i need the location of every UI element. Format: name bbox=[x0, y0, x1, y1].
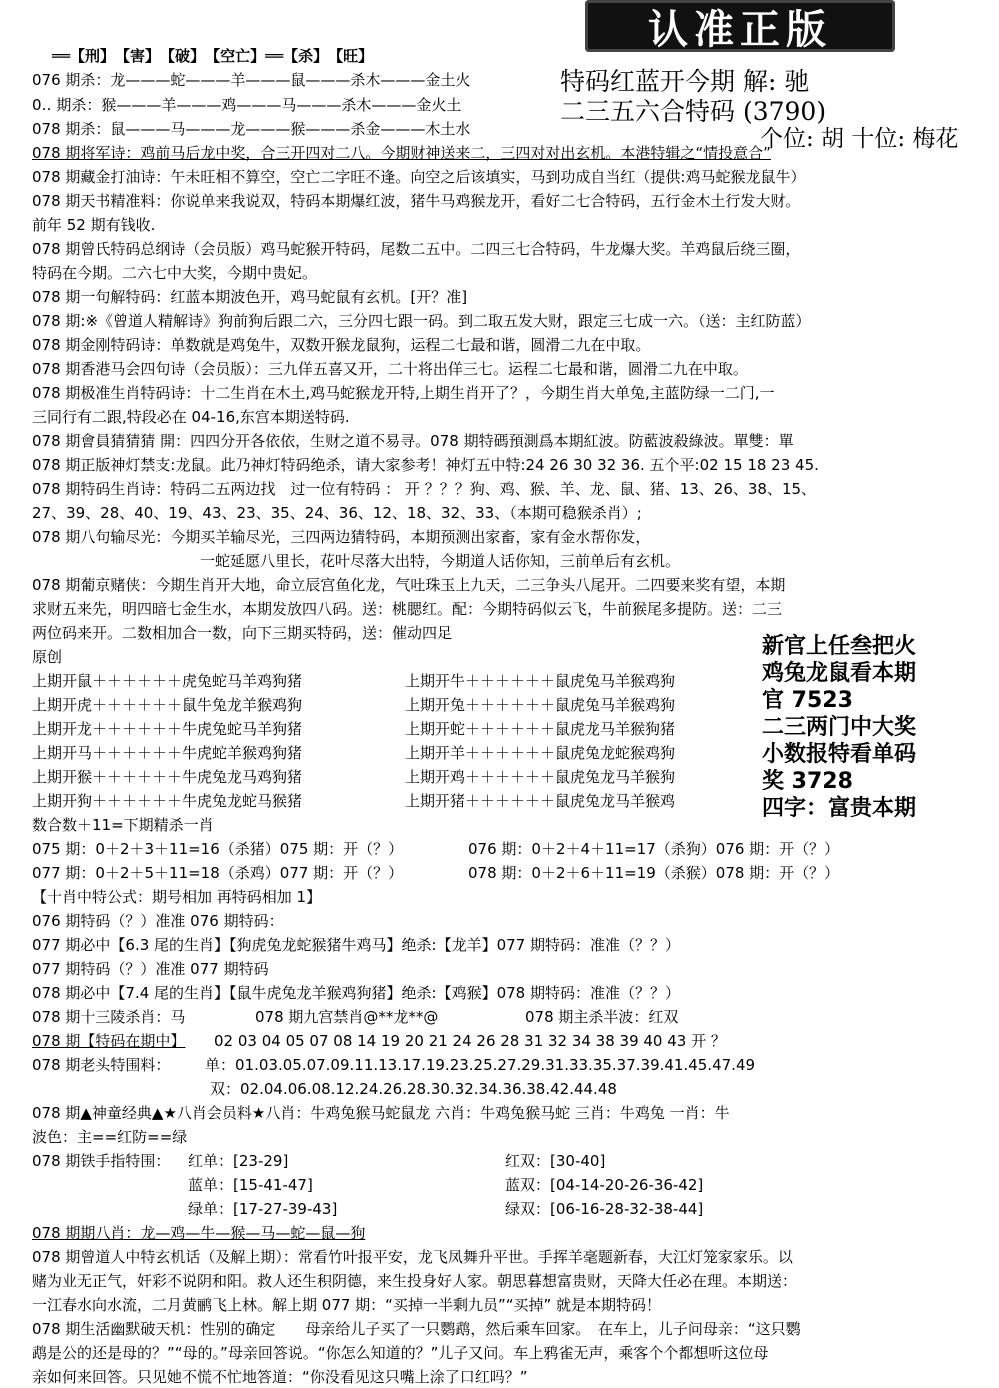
zaiqi-label: 078 期【特码在期中】 bbox=[32, 1032, 186, 1050]
text-line: 078 期极准生肖特码诗：十二生肖在木土,鸡马蛇猴龙开特,上期生肖开了？，今期生肖大单兔,主蓝防绿一二门,一 bbox=[32, 384, 775, 402]
logo-banner: 认准正版 bbox=[585, 0, 895, 52]
lanshuang: 蓝双：[04-14-20-26-36-42] bbox=[505, 1176, 704, 1194]
kill-line: 076 期杀：龙———蛇———羊———鼠———杀木———金土火 bbox=[32, 71, 471, 89]
side-box-line: 官 7523 bbox=[762, 688, 853, 713]
zaiqi-numbers: 02 03 04 05 07 08 14 19 20 21 24 26 28 31 32 34 38 39 40 43 开 ？ bbox=[214, 1032, 726, 1050]
grid-row-right: 上期开牛＋＋＋＋＋＋鼠虎兔马羊猴鸡狗 bbox=[405, 672, 676, 690]
tail-line: 078 期曾道人中特玄机话（及解上期）：常看竹叶报平安，龙飞凤舞升平世。手挥羊毫题新春，大江灯笼家家乐。以 bbox=[32, 1248, 793, 1266]
side-box-line: 新官上任叁把火 bbox=[762, 634, 917, 659]
grid-row-left: 上期开龙＋＋＋＋＋＋牛虎兔蛇马羊狗猪 bbox=[32, 720, 303, 738]
grid-row-right: 上期开兔＋＋＋＋＋＋鼠虎兔马羊猴鸡狗 bbox=[405, 696, 676, 714]
tieshou-label: 078 期铁手指特围： bbox=[32, 1152, 171, 1170]
grid-row-left: 上期开马＋＋＋＋＋＋牛虎蛇羊猴鸡狗猪 bbox=[32, 744, 303, 762]
sum-row: 078 期：0＋2＋6＋11=19（杀猴）078 期：开（？） bbox=[468, 864, 840, 882]
header-row: ══【刑】 【害】 【破】 【空亡】══【杀】 【旺】 bbox=[52, 47, 374, 65]
shenzhong-line: 078 期▲神童经典▲★八肖会员料★八肖：牛鸡兔猴马蛇鼠龙 六肖：牛鸡兔猴马蛇 三肖：牛鸡兔 一肖：牛 bbox=[32, 1104, 730, 1122]
hongdan: 红单：[23-29] bbox=[188, 1152, 289, 1170]
lvdan: 绿单：[17-27-39-43] bbox=[188, 1200, 338, 1218]
side-box-line: 鸡兔龙鼠看本期 bbox=[762, 661, 917, 686]
sum-row: 077 期：0＋2＋5＋11=18（杀鸡）077 期：开（？） bbox=[32, 864, 404, 882]
banbo-line: 078 期主杀半波：红双 bbox=[525, 1008, 679, 1026]
text-line: 078 期将军诗：鸡前马后龙中奖，合三开四对二八。今期财神送来二，三四对对出玄机。本港特辑之“情投意合” bbox=[32, 144, 771, 162]
tail-line: 赌为业无正气，奸彩不说阴和阳。救人还生积阴德，来生投身好人家。朝思暮想富贵财，天降大任必在理。本期送： bbox=[32, 1272, 798, 1290]
laotou-label: 078 期老头特围料： bbox=[32, 1056, 171, 1074]
text-line: 三同行有二跟,特段必在 04-16,东宫本期送特码. bbox=[32, 408, 350, 426]
text-line: 078 期:※《曾道人精解诗》狗前狗后跟二六，三分四七跟一码。到二取五发大财，跟定三七成一六。（送：主红防蓝） bbox=[32, 312, 811, 330]
handwritten-note: 二三五六合特码 (3790) bbox=[560, 97, 827, 126]
text-line: 27、39、28、40、19、43、23、35、24、36、12、18、32、33、（本期可稳猴杀肖）; bbox=[32, 504, 642, 522]
text-line: 078 期金刚特码诗：单数就是鸡兔牛，双数开猴龙鼠狗，运程二七最和谐，圆滑二九在中取。 bbox=[32, 336, 651, 354]
text-line: 求财五来先，明四暗七金生水，本期发放四八码。送：桃腮红。配：今期特码似云飞，牛前猴尾多提防。送：二三 bbox=[32, 600, 783, 618]
grid-row-left: 上期开鼠＋＋＋＋＋＋虎兔蛇马羊鸡狗猪 bbox=[32, 672, 303, 690]
text-line: 特码在今期。二六七中大奖，今期中贵妃。 bbox=[32, 264, 318, 282]
grid-row-left: 上期开猴＋＋＋＋＋＋牛虎兔龙马鸡狗猪 bbox=[32, 768, 303, 786]
grid-row-left: 上期开虎＋＋＋＋＋＋鼠牛兔龙羊猴鸡狗 bbox=[32, 696, 303, 714]
laotou-shuang: 双：02.04.06.08.12.24.26.28.30.32.34.36.38.42.44.48 bbox=[210, 1080, 617, 1098]
shisanling-line: 078 期十三陵杀肖：马 bbox=[32, 1008, 186, 1026]
tail-line: 078 期生活幽默破天机：性别的确定 母亲给儿子买了一只鹦鹉，然后乘车回家。 在车上，儿子问母亲：“这只鹦 bbox=[32, 1320, 801, 1338]
laotou-dan: 单：01.03.05.07.09.11.13.17.19.23.25.27.29.31.33.35.37.39.41.45.47.49 bbox=[205, 1056, 756, 1074]
baxiao-line: 078 期期八肖：龙—鸡—牛—猴—马—蛇—鼠—狗 bbox=[32, 1224, 366, 1242]
boshe-line: 波色：主==红防==绿 bbox=[32, 1128, 188, 1146]
handwritten-note: 个位: 胡 十位: 梅花 bbox=[760, 126, 959, 152]
sum-title: 数合数＋11=下期精杀一肖 bbox=[32, 816, 214, 834]
formula-line: 076 期特码（？）准准 076 期特码： bbox=[32, 912, 284, 930]
side-box-line: 四字：富贵本期 bbox=[762, 796, 917, 821]
text-line: 078 期八句输尽光：今期买羊输尽光，三四两边猜特码，本期预测出家畜，家有金水帮你发， bbox=[32, 528, 651, 546]
text-line: 078 期藏金打油诗：午未旺相不算空，空亡二字旺不逢。向空之后该填实，马到功成自当红（提供:鸡马蛇猴龙鼠牛） bbox=[32, 168, 806, 186]
lvshuang: 绿双：[06-16-28-32-38-44] bbox=[505, 1200, 704, 1218]
formula-line: 077 期特码（？）准准 077 期特码 bbox=[32, 960, 269, 978]
grid-row-left: 上期开狗＋＋＋＋＋＋牛虎兔龙蛇马猴猪 bbox=[32, 792, 303, 810]
text-line: 078 期會員猜猜猜 開：四四分开各依依，生财之道不易寻。078 期特碼預測爲本期紅波。防藍波殺綠波。單雙：單 bbox=[32, 432, 794, 450]
side-box-line: 奖 3728 bbox=[762, 769, 853, 794]
text-line: 078 期正版神灯禁支:龙鼠。此乃神灯特码绝杀，请大家参考！神灯五中特:24 26 30 32 36. 五个平:02 15 18 23 45. bbox=[32, 456, 819, 474]
grid-row-right: 上期开鸡＋＋＋＋＋＋鼠虎兔龙马羊猴狗 bbox=[405, 768, 676, 786]
formula-line: 078 期必中【7.4 尾的生肖】【鼠牛虎兔龙羊猴鸡狗猪】绝杀:【鸡猴】078 期特码：准准（？？） bbox=[32, 984, 680, 1002]
tail-line: 亲如何来回答。只见她不慌不忙地答道：“你没看见这只嘴上涂了口红吗？” bbox=[32, 1368, 528, 1386]
side-box-line: 小数报特看单码 bbox=[762, 742, 917, 767]
text-line: 前年 52 期有钱收. bbox=[32, 216, 156, 234]
sum-row: 075 期：0＋2＋3＋11=16（杀猪）075 期：开（？） bbox=[32, 840, 404, 858]
formula-line: 077 期必中【6.3 尾的生肖】【狗虎兔龙蛇猴猪牛鸡马】绝杀:【龙羊】077 期特码：准准（？？） bbox=[32, 936, 680, 954]
section-label: 原创 bbox=[32, 648, 63, 666]
text-line: 078 期香港马会四句诗（会员版）：三九佯五喜又开，二十将出佯三七。运程二七最和谐，圆滑二九在中取。 bbox=[32, 360, 748, 378]
tail-line: 鹉是公的还是母的？”“母的。”母亲回答说。“你怎么知道的？”儿子又问。车上鸦雀无声，乘客个个都想听这位母 bbox=[32, 1344, 769, 1362]
sum-row: 076 期：0＋2＋4＋11=17（杀狗）076 期：开（？） bbox=[468, 840, 840, 858]
landan: 蓝单：[15-41-47] bbox=[188, 1176, 313, 1194]
grid-row-right: 上期开猪＋＋＋＋＋＋鼠虎兔龙马羊猴鸡 bbox=[405, 792, 676, 810]
kill-line: 078 期杀：鼠———马———龙———猴———杀金———木土水 bbox=[32, 120, 471, 138]
grid-row-right: 上期开蛇＋＋＋＋＋＋鼠虎龙马羊猴狗猪 bbox=[405, 720, 676, 738]
text-line: 078 期曾氏特码总纲诗（会员版）鸡马蛇猴开特码，尾数二五中。二四三七合特码，牛龙爆大奖。羊鸡鼠后绕三圈， bbox=[32, 240, 801, 258]
formula-title: 【十肖中特公式：期号相加 再特码相加 1】 bbox=[32, 888, 322, 906]
text-line: 078 期天书精准料：你说单来我说双，特码本期爆红波，猪牛马鸡猴龙开，看好二七合特码，五行金木土行发大财。 bbox=[32, 192, 801, 210]
text-line: 078 期一句解特码：红蓝本期波色开，鸡马蛇鼠有玄机。[开？准] bbox=[32, 288, 468, 306]
text-line: 078 期特码生肖诗：特码二五两边找 过一位有特码 ： 开 ？？？狗、鸡、猴、羊、龙、鼠、猪、13、26、38、15、 bbox=[32, 480, 817, 498]
text-line: 一蛇延愿八里长，花叶尽落大出特，今期道人话你知，三前单后有玄机。 bbox=[200, 552, 681, 570]
text-line: 078 期葡京赌侠：今期生肖开大地，命立辰宫鱼化龙，气吐珠玉上九天，二三争头八尾开。二四要来奖有望，本期 bbox=[32, 576, 786, 594]
grid-row-right: 上期开羊＋＋＋＋＋＋鼠虎兔龙蛇猴鸡狗 bbox=[405, 744, 676, 762]
hongshuang: 红双：[30-40] bbox=[505, 1152, 606, 1170]
side-box-line: 二三两门中大奖 bbox=[762, 715, 917, 740]
jiugong-line: 078 期九宫禁肖@**龙**@ bbox=[255, 1008, 439, 1026]
kill-line: 0‥ 期杀：猴———羊———鸡———马———杀木———金火土 bbox=[32, 96, 462, 114]
tail-line: 一江春水向水流，二月黄鹂飞上林。解上期 077 期：“买掉一半剩九员”“买掉” 就是本期特码！ bbox=[32, 1296, 662, 1314]
text-line: 两位码来开。二数相加合一数，向下三期买特码，送：催动四足 bbox=[32, 624, 453, 642]
handwritten-note: 特码红蓝开今期 解: 驰 bbox=[560, 67, 810, 96]
